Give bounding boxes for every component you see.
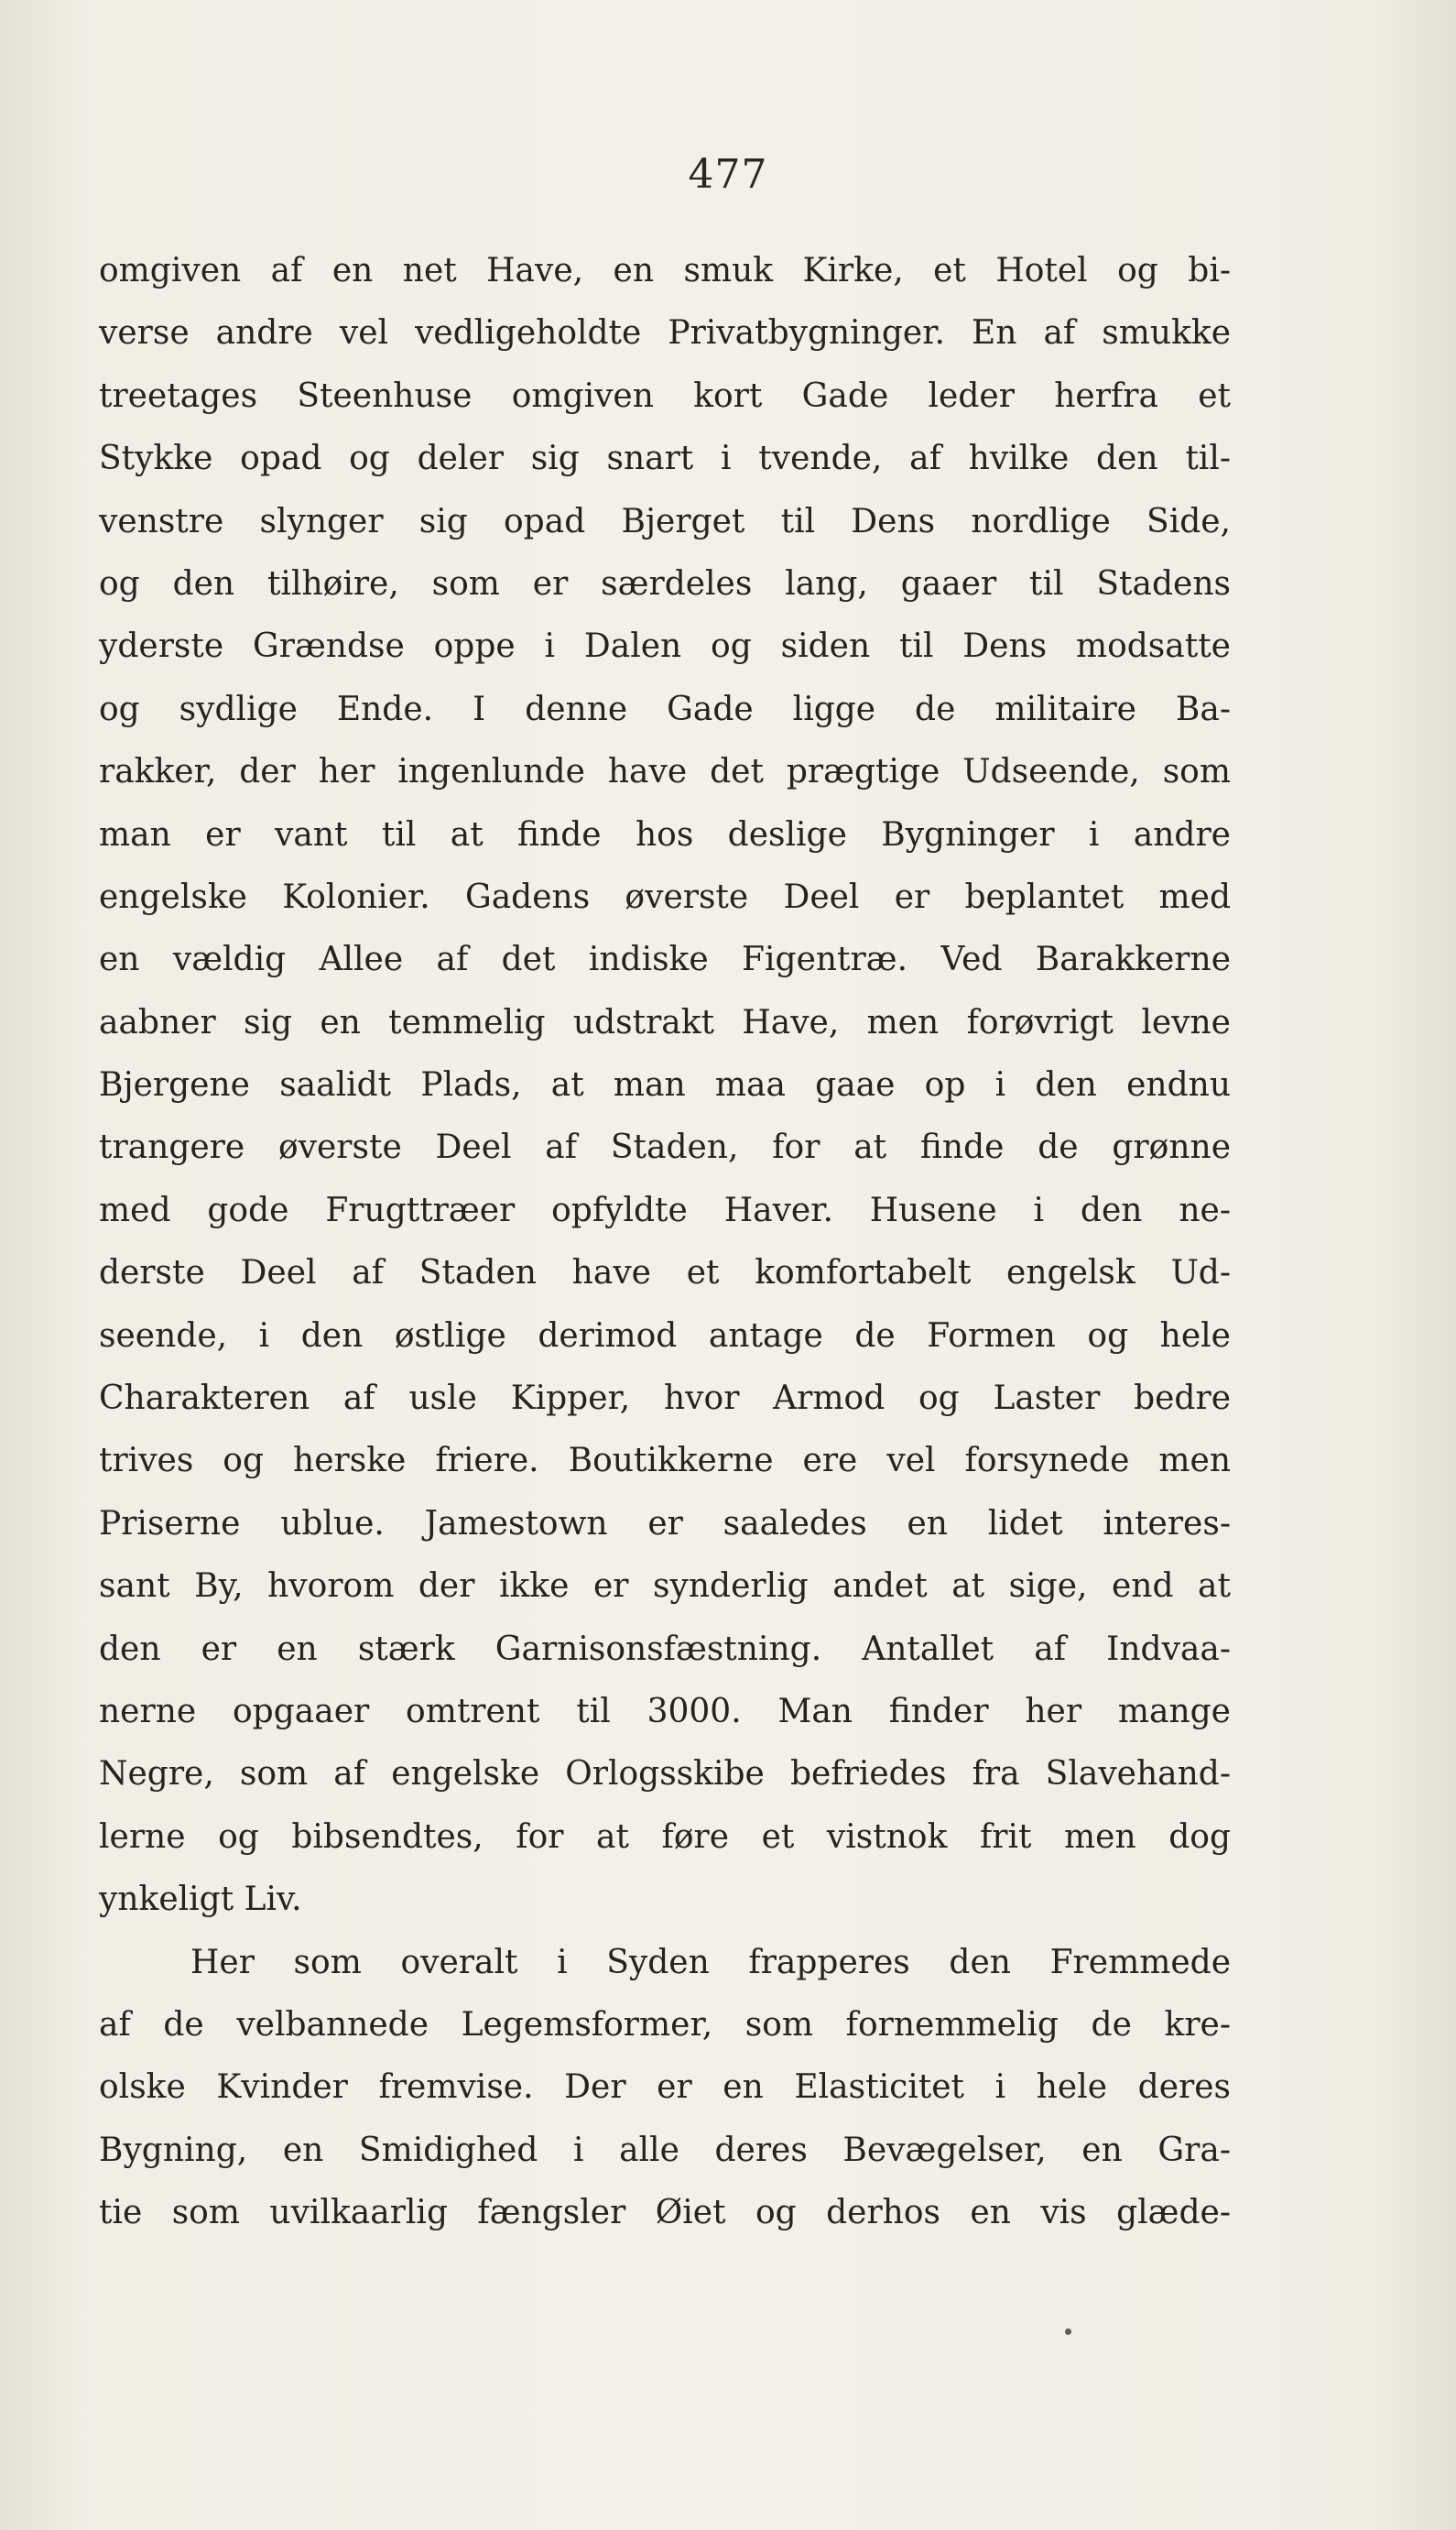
text-line: trangere øverste Deel af Staden, for at finde de grønne: [99, 1129, 1231, 1167]
text-line: omgiven af en net Have, en smuk Kirke, et Hotel og bi-: [99, 252, 1231, 289]
text-line: ynkeligt Liv.: [99, 1881, 302, 1919]
text-line: verse andre vel vedligeholdte Privatbygninger. En af smukke: [99, 314, 1231, 353]
text-line: trives og herske friere. Boutikkerne ere vel forsynede men: [99, 1442, 1231, 1480]
page-number: 477: [688, 151, 768, 198]
text-line: den er en stærk Garnisonsfæstning. Antallet af Indvaa-: [99, 1630, 1231, 1668]
text-line: tie som uvilkaarlig fængsler Øiet og derhos en vis glæde-: [99, 2194, 1231, 2232]
text-line: Stykke opad og deler sig snart i tvende, af hvilke den til-: [99, 440, 1231, 478]
ink-speck: [1065, 2328, 1071, 2335]
body-text: [99, 240, 1231, 2245]
text-line: yderste Grændse oppe i Dalen og siden til Dens modsatte: [99, 627, 1231, 666]
text-line: og sydlige Ende. I denne Gade ligge de militaire Ba-: [99, 690, 1231, 728]
text-line: og den tilhøire, som er særdeles lang, gaaer til Stadens: [99, 564, 1231, 603]
text-line: med gode Frugttræer opfyldte Haver. Husene i den ne-: [99, 1191, 1231, 1229]
text-line: man er vant til at finde hos deslige Bygninger i andre: [99, 815, 1231, 854]
paragraph-1: [99, 240, 1231, 1932]
text-line: af de velbannede Legemsformer, som fornemmelig de kre-: [99, 2005, 1231, 2044]
text-line: olske Kvinder fremvise. Der er en Elasticitet i hele deres: [99, 2068, 1231, 2107]
text-line: Her som overalt i Syden frapperes den Fremmede: [190, 1943, 1231, 1981]
text-line: Bygning, en Smidighed i alle deres Bevægelser, en Gra-: [99, 2131, 1231, 2169]
text-line: seende, i den østlige derimod antage de Formen og hele: [99, 1316, 1231, 1355]
text-line: aabner sig en temmelig udstrakt Have, men forøvrigt levne: [99, 1003, 1231, 1041]
text-line: venstre slynger sig opad Bjerget til Dens nordlige Side,: [99, 502, 1231, 540]
text-line: Charakteren af usle Kipper, hvor Armod og Laster bedre: [99, 1380, 1231, 1418]
paragraph-2: [99, 1932, 1231, 2245]
text-line: Priserne ublue. Jamestown er saaledes en lidet interes-: [99, 1504, 1231, 1543]
text-line: Negre, som af engelske Orlogsskibe befriedes fra Slavehand-: [99, 1755, 1231, 1794]
text-line: sant By, hvorom der ikke er synderlig andet at sige, end at: [99, 1567, 1231, 1606]
text-line: engelske Kolonier. Gadens øverste Deel er beplantet med: [99, 878, 1231, 916]
text-line: nerne opgaaer omtrent til 3000. Man finder her mange: [99, 1692, 1231, 1730]
text-line: en vældig Allee af det indiske Figentræ. Ved Barakkerne: [99, 941, 1231, 979]
text-line: treetages Steenhuse omgiven kort Gade leder herfra et: [99, 376, 1231, 415]
text-line: lerne og bibsendtes, for at føre et vistnok frit men dog: [99, 1817, 1231, 1856]
text-line: derste Deel af Staden have et komfortabelt engelsk Ud-: [99, 1254, 1231, 1292]
text-line: Bjergene saalidt Plads, at man maa gaae op i den endnu: [99, 1066, 1231, 1105]
text-line: rakker, der her ingenlunde have det prægtige Udseende, som: [99, 753, 1231, 791]
